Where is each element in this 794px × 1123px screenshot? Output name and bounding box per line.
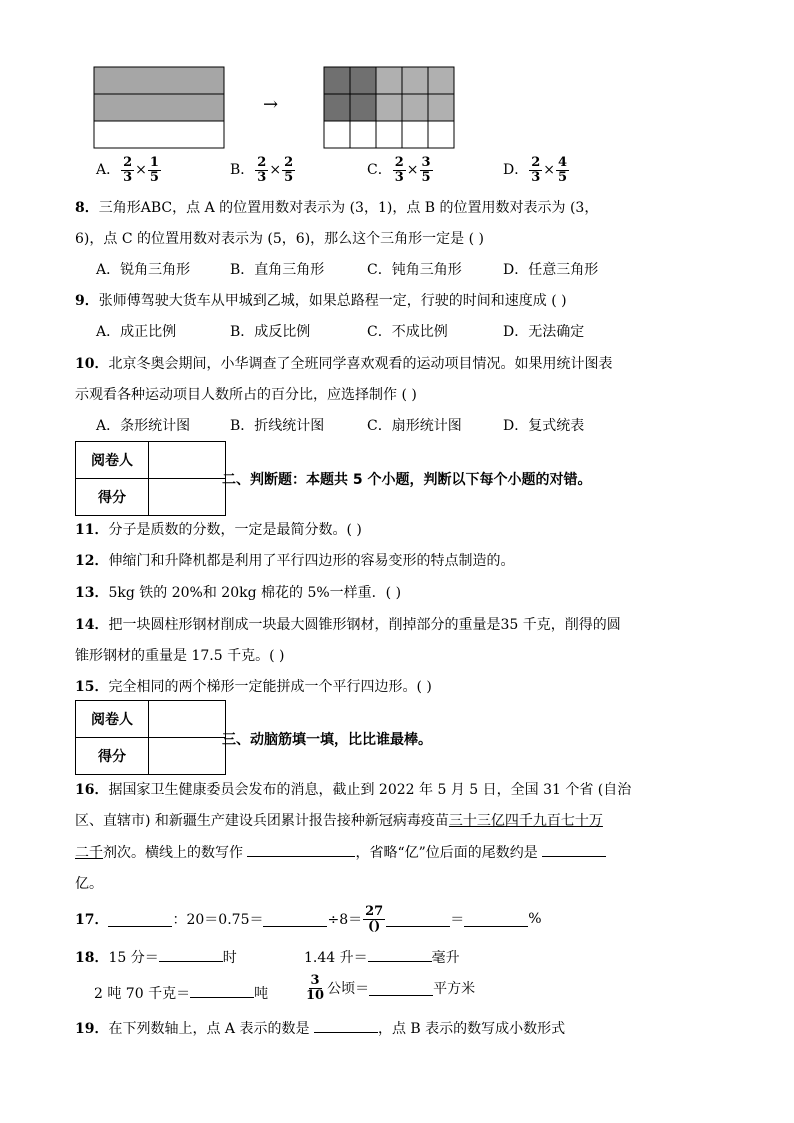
q14-line2: 锥形钢材的重量是 17.5 千克。( ) bbox=[75, 648, 285, 664]
q7-option-c: C． $\frac{2}{3}$ × $\frac{3}{5}$ bbox=[367, 155, 431, 185]
q9-option-a: A．成正比例 bbox=[96, 324, 177, 340]
q9-option-d: D．无法确定 bbox=[503, 324, 585, 340]
score-label: 得分 bbox=[76, 738, 149, 775]
q9-option-b: B．成反比例 bbox=[230, 324, 311, 340]
q16-line1: 16．据国家卫生健康委员会发布的消息，截止到 2022 年 5 月 5 日，全国 31 个省 (自治 bbox=[75, 782, 632, 798]
q8-option-c: C．钝角三角形 bbox=[367, 262, 462, 278]
section2-title: 二、判断题：本题共 5 个小题，判断以下每个小题的对错。 bbox=[222, 472, 592, 488]
q16-line4: 亿。 bbox=[75, 876, 103, 892]
q19-blank-1[interactable] bbox=[314, 1018, 378, 1033]
q8-option-b: B．直角三角形 bbox=[230, 262, 325, 278]
arrow-icon: → bbox=[263, 94, 279, 115]
q8-line2: 6)，点 C 的位置用数对表示为 (5，6)，那么这个三角形一定是 ( ) bbox=[75, 231, 484, 247]
score-table-section3 bbox=[75, 700, 226, 775]
q8-option-a: A．锐角三角形 bbox=[96, 262, 191, 278]
q7-option-b: B． $\frac{2}{3}$ × $\frac{2}{5}$ bbox=[230, 155, 294, 185]
q17-blank-4[interactable] bbox=[464, 912, 528, 927]
q15: 15．完全相同的两个梯形一定能拼成一个平行四边形。( ) bbox=[75, 679, 432, 695]
q11: 11．分子是质数的分数，一定是最简分数。( ) bbox=[75, 522, 362, 538]
q10-option-c: C．扇形统计图 bbox=[367, 418, 462, 434]
reviewer-label: 阅卷人 bbox=[76, 442, 149, 479]
q16-line2: 区、直辖市) 和新疆生产建设兵团累计报告接种新冠病毒疫苗三十三亿四千九百七十万 bbox=[75, 813, 603, 829]
q13: 13．5kg 铁的 20%和 20kg 棉花的 5%一样重．( ) bbox=[75, 585, 402, 601]
q18-d: $\frac{3}{10}$ 公顷＝ 平方米 bbox=[306, 973, 476, 1003]
section3-title: 三、动脑筋填一填，比比谁最棒。 bbox=[222, 732, 432, 748]
q17-blank-2[interactable] bbox=[263, 912, 327, 927]
q16-blank-1[interactable] bbox=[247, 842, 355, 857]
q10-option-a: A．条形统计图 bbox=[96, 418, 191, 434]
score-table-section2 bbox=[75, 441, 226, 516]
q12: 12．伸缩门和升降机都是利用了平行四边形的容易变形的特点制造的。 bbox=[75, 553, 515, 569]
q18-blank-c[interactable] bbox=[190, 983, 254, 998]
q7-option-a: A． $\frac{2}{3}$ × $\frac{1}{5}$ bbox=[96, 155, 159, 185]
q18-blank-b[interactable] bbox=[368, 947, 432, 962]
score-cell[interactable] bbox=[149, 738, 226, 775]
q17: 17． ：20＝0.75＝ ÷8＝ $\frac{27}{()}$ ＝ % bbox=[75, 904, 542, 934]
reviewer-cell[interactable] bbox=[149, 701, 226, 738]
q18-blank-d[interactable] bbox=[369, 981, 433, 996]
q16-blank-2[interactable] bbox=[542, 842, 606, 857]
q9-option-c: C．不成比例 bbox=[367, 324, 448, 340]
reviewer-label: 阅卷人 bbox=[76, 701, 149, 738]
q17-blank-1[interactable] bbox=[108, 912, 172, 927]
q7-option-d: D． $\frac{2}{3}$ × $\frac{4}{5}$ bbox=[503, 155, 568, 185]
q18-c: 2 吨 70 千克＝ 吨 bbox=[94, 983, 268, 1003]
q18-blank-a[interactable] bbox=[159, 947, 223, 962]
right-rectangle bbox=[324, 67, 454, 148]
q8-option-d: D．任意三角形 bbox=[503, 262, 599, 278]
reviewer-cell[interactable] bbox=[149, 442, 226, 479]
q10-line1: 10．北京冬奥会期间，小华调查了全班同学喜欢观看的运动项目情况。如果用统计图表 bbox=[75, 356, 613, 372]
q8-line1: 8．三角形ABC，点 A 的位置用数对表示为 (3，1)，点 B 的位置用数对表示为 (3， bbox=[75, 200, 599, 216]
score-cell[interactable] bbox=[149, 479, 226, 516]
q17-blank-3[interactable] bbox=[386, 912, 450, 927]
q16-line3: 二千剂次。横线上的数写作 ，省略“亿”位后面的尾数约是 bbox=[75, 842, 606, 862]
q18-a: 18．15 分＝ 时 bbox=[75, 947, 237, 967]
q9-line1: 9．张师傅驾驶大货车从甲城到乙城，如果总路程一定，行驶的时间和速度成 ( ) bbox=[75, 293, 567, 309]
score-label: 得分 bbox=[76, 479, 149, 516]
q10-line2: 示观看各种运动项目人数所占的百分比，应选择制作 ( ) bbox=[75, 387, 417, 403]
q10-option-b: B．折线统计图 bbox=[230, 418, 325, 434]
left-rectangle bbox=[94, 67, 224, 148]
q19: 19．在下列数轴上，点 A 表示的数是 ，点 B 表示的数写成小数形式 bbox=[75, 1018, 565, 1038]
q17-fraction: $\frac{27}{()}$ bbox=[365, 904, 384, 934]
q14-line1: 14．把一块圆柱形钢材削成一块最大圆锥形钢材，削掉部分的重量是35 千克，削得的圆 bbox=[75, 617, 621, 633]
q10-option-d: D．复式统表 bbox=[503, 418, 585, 434]
q18-b: 1.44 升＝ 毫升 bbox=[304, 947, 460, 967]
